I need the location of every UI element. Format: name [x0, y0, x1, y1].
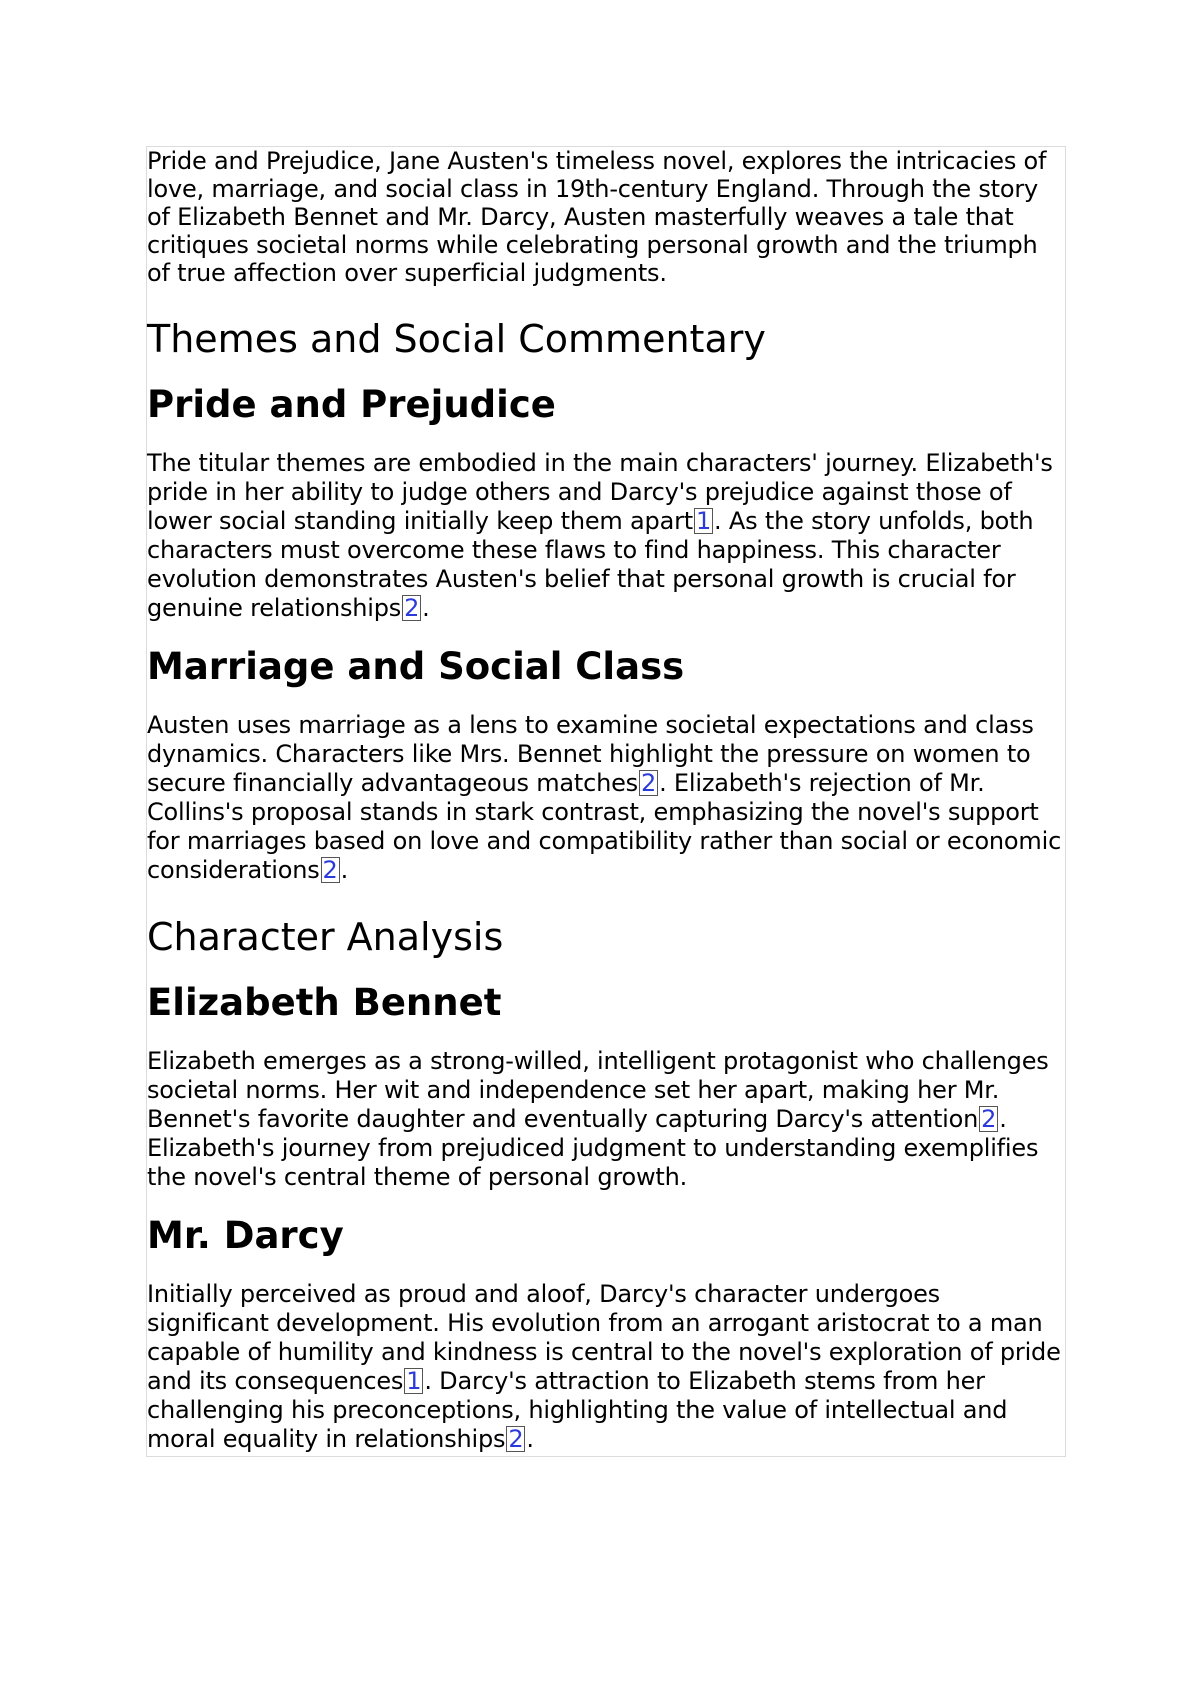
- paragraph-text: Elizabeth emerges as a strong-willed, intelligent protagonist who challenges societal norms. Her wit and independence set her apart, making her Mr. Bennet's favorite daughter and eventually capturing Darcy's attention: [147, 1047, 1049, 1133]
- paragraph-text: . Darcy's attraction to Elizabeth stems from her challenging his preconceptions, highlighting the value of intellectual and moral equality in relationships: [147, 1367, 1008, 1453]
- citation-link[interactable]: 2: [508, 1425, 524, 1453]
- section-heading-themes: Themes and Social Commentary: [147, 317, 766, 361]
- paragraph-text: .: [340, 856, 349, 884]
- citation-link[interactable]: 1: [695, 507, 712, 535]
- subheading-elizabeth-bennet: Elizabeth Bennet: [147, 981, 502, 1024]
- citation-link[interactable]: 2: [404, 594, 420, 622]
- paragraph-text: . Elizabeth's journey from prejudiced judgment to understanding exemplifies the novel's central theme of personal growth.: [147, 1105, 1039, 1191]
- paragraph-text: Austen uses marriage as a lens to examine societal expectations and class dynamics. Characters like Mrs. Bennet highlight the pressure on women to secure financially advantageous matches: [147, 711, 1034, 797]
- citation-link[interactable]: 2: [981, 1105, 997, 1133]
- document-body: [146, 146, 1066, 1457]
- paragraph-text: . Elizabeth's rejection of Mr. Collins's proposal stands in stark contrast, emphasizing the novel's support for marriages based on love and compatibility rather than social or economic considerations: [147, 769, 1062, 884]
- subheading-marriage-and-social-class: Marriage and Social Class: [147, 645, 685, 688]
- citation-link[interactable]: 1: [406, 1367, 422, 1395]
- paragraph-text: The titular themes are embodied in the main characters' journey. Elizabeth's pride in her ability to judge others and Darcy's prejudice against those of lower social standing initially keep them apart: [147, 449, 1053, 535]
- citation-link[interactable]: 2: [322, 856, 338, 884]
- paragraph-elizabeth-bennet: [147, 1047, 1065, 1192]
- paragraph-marriage-and-social-class: [147, 711, 1065, 885]
- citation-link[interactable]: 2: [640, 769, 657, 797]
- paragraph-text: .: [422, 594, 430, 622]
- paragraph-pride-and-prejudice: [147, 449, 1065, 623]
- paragraph-text: . As the story unfolds, both characters must overcome these flaws to find happiness. This character evolution demonstrates Austen's belief that personal growth is crucial for genuine relationships: [147, 507, 1034, 622]
- intro-paragraph: Pride and Prejudice, Jane Austen's timeless novel, explores the intricacies of love, marriage, and social class in 19th-century England. Through the story of Elizabeth Bennet and Mr. Darcy, Austen masterfully weaves a tale that critiques societal norms while celebrating personal growth and the triumph of true affection over superficial judgments.: [147, 147, 1047, 287]
- subheading-mr-darcy: Mr. Darcy: [147, 1214, 344, 1257]
- paragraph-text: .: [526, 1425, 534, 1453]
- subheading-pride-and-prejudice: Pride and Prejudice: [147, 383, 556, 426]
- paragraph-mr-darcy: [147, 1280, 1065, 1454]
- section-heading-character-analysis: Character Analysis: [147, 915, 504, 959]
- paragraph-text: Initially perceived as proud and aloof, Darcy's character undergoes significant development. His evolution from an arrogant aristocrat to a man capable of humility and kindness is central to the novel's exploration of pride and its consequences: [147, 1280, 1061, 1395]
